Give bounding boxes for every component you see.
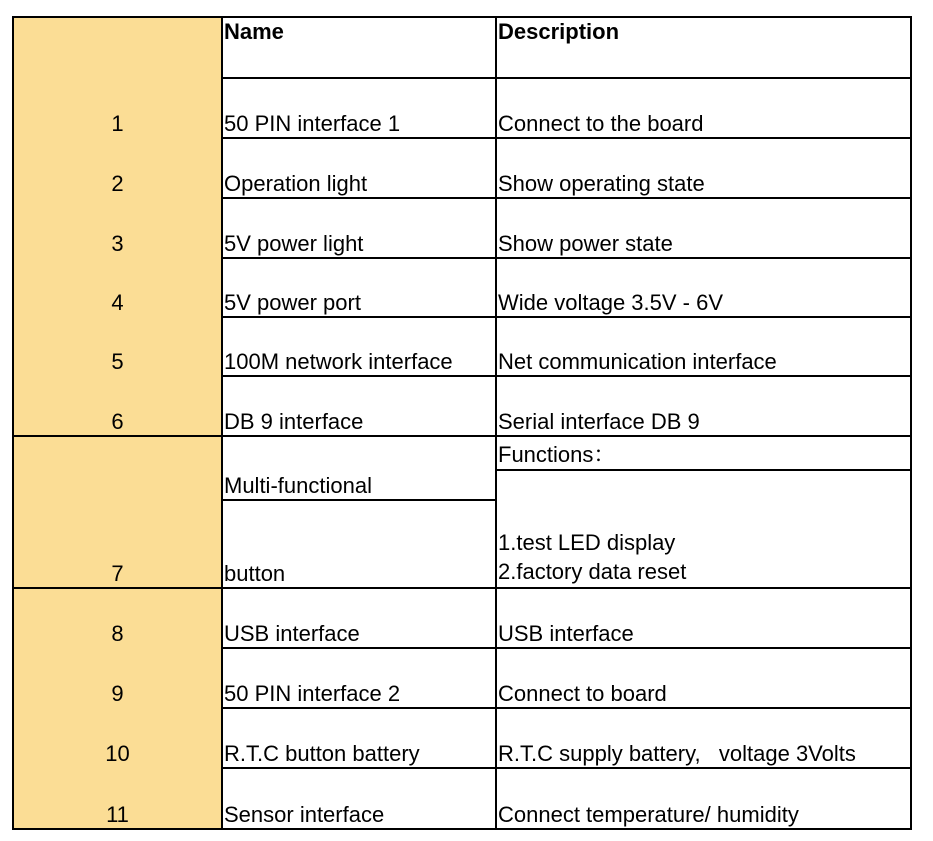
header-name-label: Name: [224, 19, 284, 44]
row-7-description-list: [496, 470, 911, 588]
row-7-num: 7: [13, 436, 222, 588]
grid-line-left: [12, 17, 14, 829]
grid-line-top: [12, 16, 912, 18]
row-4-num: 4: [13, 258, 222, 317]
row-4-description: Wide voltage 3.5V - 6V: [498, 290, 724, 315]
grid-line-row7: [12, 587, 912, 589]
row-5-num: 5: [13, 317, 222, 376]
row-9-name: 50 PIN interface 2: [224, 681, 401, 706]
row-7-description-heading: Functions：: [498, 442, 616, 467]
grid-line-row1: [221, 137, 912, 139]
row-2-name: Operation light: [224, 171, 368, 196]
row-11-description: Connect temperature/ humidity: [498, 802, 799, 827]
row-7-description-line1: 1.test LED display: [498, 530, 676, 555]
row-11-name: Sensor interface: [224, 802, 385, 827]
grid-line-row5: [221, 375, 912, 377]
row-1-num: 1: [13, 78, 222, 138]
row-1-description: Connect to the board: [498, 111, 704, 136]
header-name-cell: [222, 17, 496, 78]
row-9-description: Connect to board: [498, 681, 667, 706]
row-6-num: 6: [13, 376, 222, 436]
row-1-name: 50 PIN interface 1: [224, 111, 401, 136]
grid-line-row9: [221, 707, 912, 709]
row-7-name-line2: button: [224, 561, 286, 586]
row-5-description: Net communication interface: [498, 349, 777, 374]
grid-line-row7-name-split: [221, 499, 497, 501]
row-2-description: Show operating state: [498, 171, 705, 196]
header-num-cell: [13, 17, 222, 78]
row-3-num: 3: [13, 198, 222, 258]
row-2-num: 2: [13, 138, 222, 198]
row-6-name: DB 9 interface: [224, 409, 364, 434]
grid-line-row2: [221, 197, 912, 199]
row-7-description-line2: 2.factory data reset: [498, 559, 687, 584]
grid-line-row6: [12, 435, 912, 437]
grid-line-row3: [221, 257, 912, 259]
grid-line-row7-desc-split: [495, 469, 912, 471]
row-8-description: USB interface: [498, 621, 634, 646]
header-description-cell: [496, 17, 911, 78]
row-10-num: 10: [13, 708, 222, 768]
row-8-num: 8: [13, 588, 222, 648]
grid-line-row10: [221, 767, 912, 769]
row-8-name: USB interface: [224, 621, 360, 646]
grid-line-row8: [221, 647, 912, 649]
row-10-description: R.T.C supply battery, voltage 3Volts: [498, 741, 856, 766]
row-4-name: 5V power port: [224, 290, 361, 315]
header-description-label: Description: [498, 19, 620, 44]
grid-line-header: [221, 77, 912, 79]
row-3-description: Show power state: [498, 231, 673, 256]
row-5-name: 100M network interface: [224, 349, 453, 374]
row-10-name: R.T.C button battery: [224, 741, 420, 766]
grid-line-row4: [221, 316, 912, 318]
row-6-description: Serial interface DB 9: [498, 409, 700, 434]
row-11-num: 11: [13, 768, 222, 829]
row-9-num: 9: [13, 648, 222, 708]
grid-line-bottom: [12, 828, 912, 830]
spec-table: [13, 17, 911, 829]
row-3-name: 5V power light: [224, 231, 364, 256]
row-7-name-line1: Multi-functional: [224, 473, 372, 498]
